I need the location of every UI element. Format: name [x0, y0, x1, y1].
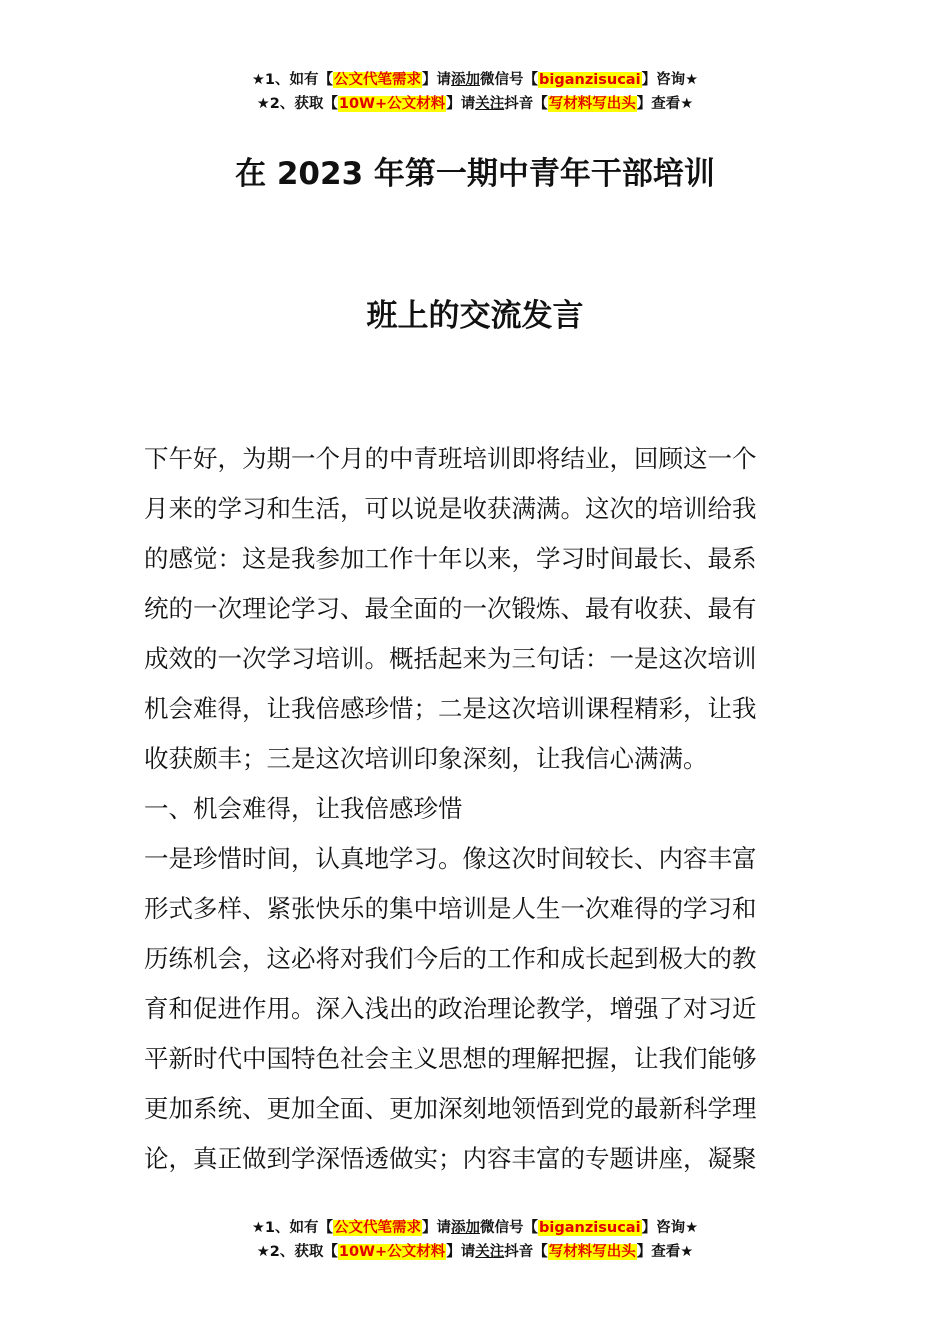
body-line: 的感觉：这是我参加工作十年以来，学习时间最长、最系 — [144, 544, 757, 573]
banner-text: 抖音【 — [504, 96, 548, 112]
banner-line-2 — [0, 92, 950, 116]
star-icon: ★ — [251, 72, 265, 88]
banner-text: 2、获取【 — [269, 96, 338, 112]
banner-text: 微信号【 — [480, 72, 539, 88]
banner-text: 抖音【 — [504, 1244, 548, 1260]
star-icon: ★ — [256, 96, 270, 112]
bottom-banner — [0, 1216, 950, 1264]
star-icon: ★ — [251, 1220, 265, 1236]
banner-text: 】查看★ — [636, 1244, 694, 1260]
banner-emphasis: 添加 — [451, 1220, 481, 1236]
body-line: 一是珍惜时间，认真地学习。像这次时间较长、内容丰富 — [144, 844, 757, 873]
body-line: 更加系统、更加全面、更加深刻地领悟到党的最新科学理 — [144, 1094, 757, 1123]
banner-text: 微信号【 — [480, 1220, 539, 1236]
document-title-line-2: 班上的交流发言 — [366, 298, 584, 334]
document-body — [144, 434, 808, 1184]
banner-text: 2、获取【 — [269, 1244, 338, 1260]
banner-text: 】咨询★ — [641, 1220, 699, 1236]
banner-emphasis: 关注 — [475, 96, 505, 112]
banner-emphasis: 关注 — [475, 1244, 505, 1260]
highlight-wechat-id: biganzisucai — [539, 72, 641, 88]
banner-line-1 — [0, 68, 950, 92]
document-title-line-1: 在 2023 年第一期中青年干部培训 — [235, 156, 715, 192]
highlight-materials: 10W+公文材料 — [338, 96, 446, 112]
body-line: 平新时代中国特色社会主义思想的理解把握，让我们能够 — [144, 1044, 757, 1073]
banner-text: 】请 — [422, 1220, 452, 1236]
highlight-douyin-account: 写材料写出头 — [548, 1244, 636, 1260]
banner-text: 】请 — [446, 96, 476, 112]
body-line: 收获颇丰；三是这次培训印象深刻，让我信心满满。 — [144, 744, 708, 773]
banner-text: 1、如有【 — [264, 72, 334, 88]
banner-emphasis: 添加 — [451, 72, 481, 88]
banner-line-1 — [0, 1216, 950, 1240]
banner-text: 】查看★ — [636, 96, 694, 112]
body-line: 成效的一次学习培训。概括起来为三句话：一是这次培训 — [144, 644, 757, 673]
body-line: 育和促进作用。深入浅出的政治理论教学，增强了对习近 — [144, 994, 757, 1023]
section-heading: 一、机会难得，让我倍感珍惜 — [144, 794, 463, 823]
body-line: 下午好，为期一个月的中青班培训即将结业，回顾这一个 — [144, 444, 757, 473]
body-line: 统的一次理论学习、最全面的一次锻炼、最有收获、最有 — [144, 594, 757, 623]
banner-text: 】咨询★ — [641, 72, 699, 88]
banner-line-2 — [0, 1240, 950, 1264]
body-line: 月来的学习和生活，可以说是收获满满。这次的培训给我 — [144, 494, 757, 523]
highlight-wechat-id: biganzisucai — [539, 1220, 641, 1236]
highlight-materials: 10W+公文材料 — [338, 1244, 446, 1260]
highlight-service: 公文代笔需求 — [334, 72, 422, 88]
star-icon: ★ — [256, 1244, 270, 1260]
banner-text: 】请 — [422, 72, 452, 88]
body-line: 机会难得，让我倍感珍惜；二是这次培训课程精彩，让我 — [144, 694, 757, 723]
top-banner — [0, 68, 950, 116]
body-line: 论，真正做到学深悟透做实；内容丰富的专题讲座，凝聚 — [144, 1144, 757, 1173]
highlight-douyin-account: 写材料写出头 — [548, 96, 636, 112]
banner-text: 1、如有【 — [264, 1220, 334, 1236]
body-line: 历练机会，这必将对我们今后的工作和成长起到极大的教 — [144, 944, 757, 973]
body-line: 形式多样、紧张快乐的集中培训是人生一次难得的学习和 — [144, 894, 757, 923]
banner-text: 】请 — [446, 1244, 476, 1260]
highlight-service: 公文代笔需求 — [334, 1220, 422, 1236]
